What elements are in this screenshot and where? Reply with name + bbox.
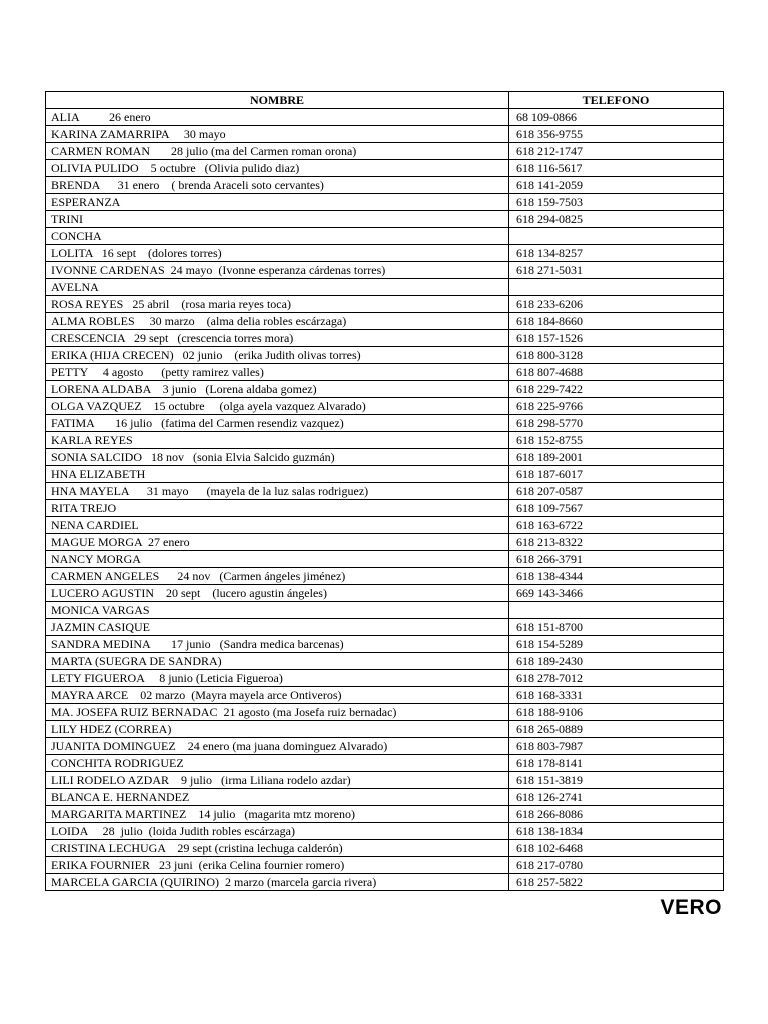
contact-name-cell: OLIVIA PULIDO 5 octubre (Olivia pulido diaz) — [46, 160, 509, 177]
contact-name-cell: SANDRA MEDINA 17 junio (Sandra medica barcenas) — [46, 636, 509, 653]
contact-name-cell: CRESCENCIA 29 sept (crescencia torres mora) — [46, 330, 509, 347]
contact-phone-cell: 618 151-8700 — [509, 619, 724, 636]
contact-phone-cell: 618 266-8086 — [509, 806, 724, 823]
table-row — [46, 551, 724, 568]
table-row — [46, 381, 724, 398]
table-row — [46, 704, 724, 721]
contact-phone-cell: 618 138-4344 — [509, 568, 724, 585]
table-row — [46, 143, 724, 160]
table-row — [46, 313, 724, 330]
contact-name-cell: MAGUE MORGA 27 enero — [46, 534, 509, 551]
table-row — [46, 517, 724, 534]
contact-phone-cell: 618 154-5289 — [509, 636, 724, 653]
table-row — [46, 568, 724, 585]
contact-name-cell: MARTA (SUEGRA DE SANDRA) — [46, 653, 509, 670]
contact-name-cell: CARMEN ANGELES 24 nov (Carmen ángeles jiménez) — [46, 568, 509, 585]
table-row — [46, 415, 724, 432]
contact-phone-cell: 618 189-2430 — [509, 653, 724, 670]
contact-phone-cell: 618 134-8257 — [509, 245, 724, 262]
contact-phone-cell: 618 151-3819 — [509, 772, 724, 789]
contact-phone-cell — [509, 602, 724, 619]
contact-phone-cell — [509, 279, 724, 296]
table-row — [46, 857, 724, 874]
table-row — [46, 755, 724, 772]
table-row — [46, 840, 724, 857]
contact-phone-cell: 618 294-0825 — [509, 211, 724, 228]
contact-phone-cell: 618 178-8141 — [509, 755, 724, 772]
contact-name-cell: PETTY 4 agosto (petty ramirez valles) — [46, 364, 509, 381]
contact-name-cell: JUANITA DOMINGUEZ 24 enero (ma juana dominguez Alvarado) — [46, 738, 509, 755]
table-row — [46, 228, 724, 245]
table-row — [46, 262, 724, 279]
contact-name-cell: LOLITA 16 sept (dolores torres) — [46, 245, 509, 262]
contact-phone-cell: 669 143-3466 — [509, 585, 724, 602]
table-row — [46, 245, 724, 262]
contact-name-cell: MONICA VARGAS — [46, 602, 509, 619]
contact-name-cell: JAZMIN CASIQUE — [46, 619, 509, 636]
contact-phone-cell: 618 141-2059 — [509, 177, 724, 194]
contact-name-cell: KARLA REYES — [46, 432, 509, 449]
table-row — [46, 398, 724, 415]
table-row — [46, 500, 724, 517]
contact-name-cell: MA. JOSEFA RUIZ BERNADAC 21 agosto (ma Josefa ruiz bernadac) — [46, 704, 509, 721]
table-row — [46, 126, 724, 143]
contact-phone-cell: 618 184-8660 — [509, 313, 724, 330]
contact-name-cell: CONCHITA RODRIGUEZ — [46, 755, 509, 772]
contact-name-cell: OLGA VAZQUEZ 15 octubre (olga ayela vazquez Alvarado) — [46, 398, 509, 415]
contact-name-cell: BRENDA 31 enero ( brenda Araceli soto cervantes) — [46, 177, 509, 194]
contact-name-cell: SONIA SALCIDO 18 nov (sonia Elvia Salcido guzmán) — [46, 449, 509, 466]
contact-name-cell: CARMEN ROMAN 28 julio (ma del Carmen roman orona) — [46, 143, 509, 160]
contact-name-cell: ESPERANZA — [46, 194, 509, 211]
table-row — [46, 160, 724, 177]
contact-phone-cell: 618 807-4688 — [509, 364, 724, 381]
contact-name-cell: MAYRA ARCE 02 marzo (Mayra mayela arce Ontiveros) — [46, 687, 509, 704]
contact-phone-cell: 618 803-7987 — [509, 738, 724, 755]
contact-phone-cell: 618 265-0889 — [509, 721, 724, 738]
table-row — [46, 432, 724, 449]
contact-phone-cell: 618 187-6017 — [509, 466, 724, 483]
contact-phone-cell: 618 278-7012 — [509, 670, 724, 687]
contact-name-cell: LETY FIGUEROA 8 junio (Leticia Figueroa) — [46, 670, 509, 687]
table-row — [46, 738, 724, 755]
contact-name-cell: ALMA ROBLES 30 marzo (alma delia robles escárzaga) — [46, 313, 509, 330]
column-header-phone: TELEFONO — [509, 92, 724, 109]
table-row — [46, 823, 724, 840]
table-row — [46, 806, 724, 823]
contact-phone-cell: 618 109-7567 — [509, 500, 724, 517]
contact-name-cell: ERIKA FOURNIER 23 juni (erika Celina fournier romero) — [46, 857, 509, 874]
contact-name-cell: TRINI — [46, 211, 509, 228]
contact-phone-cell: 618 212-1747 — [509, 143, 724, 160]
contact-name-cell: IVONNE CARDENAS 24 mayo (Ivonne esperanza cárdenas torres) — [46, 262, 509, 279]
header-row — [46, 92, 724, 109]
table-row — [46, 449, 724, 466]
table-row — [46, 109, 724, 126]
contact-phone-cell: 618 126-2741 — [509, 789, 724, 806]
table-row — [46, 347, 724, 364]
table-row — [46, 279, 724, 296]
contact-phone-cell: 618 163-6722 — [509, 517, 724, 534]
contact-phone-cell: 618 188-9106 — [509, 704, 724, 721]
table-row — [46, 721, 724, 738]
contact-name-cell: HNA ELIZABETH — [46, 466, 509, 483]
table-body — [46, 109, 724, 891]
contact-name-cell: LUCERO AGUSTIN 20 sept (lucero agustin ángeles) — [46, 585, 509, 602]
table-row — [46, 636, 724, 653]
contact-phone-cell: 618 213-8322 — [509, 534, 724, 551]
contact-name-cell: ALIA 26 enero — [46, 109, 509, 126]
table-row — [46, 194, 724, 211]
contact-name-cell: AVELNA — [46, 279, 509, 296]
contact-name-cell: LILY HDEZ (CORREA) — [46, 721, 509, 738]
table-row — [46, 330, 724, 347]
contact-name-cell: MARGARITA MARTINEZ 14 julio (magarita mtz moreno) — [46, 806, 509, 823]
contact-phone-cell: 618 266-3791 — [509, 551, 724, 568]
table-row — [46, 687, 724, 704]
table-row — [46, 772, 724, 789]
contact-phone-cell: 618 157-1526 — [509, 330, 724, 347]
table-row — [46, 619, 724, 636]
contacts-table — [45, 91, 724, 891]
contact-name-cell: MARCELA GARCIA (QUIRINO) 2 marzo (marcela garcia rivera) — [46, 874, 509, 891]
contact-name-cell: NANCY MORGA — [46, 551, 509, 568]
table-row — [46, 296, 724, 313]
contact-name-cell: HNA MAYELA 31 mayo (mayela de la luz salas rodriguez) — [46, 483, 509, 500]
contact-phone-cell: 618 271-5031 — [509, 262, 724, 279]
footer-label: VERO — [660, 896, 722, 919]
contact-phone-cell: 618 207-0587 — [509, 483, 724, 500]
table-row — [46, 483, 724, 500]
table-row — [46, 602, 724, 619]
table-row — [46, 585, 724, 602]
contact-name-cell: RITA TREJO — [46, 500, 509, 517]
contact-phone-cell: 618 225-9766 — [509, 398, 724, 415]
table-row — [46, 177, 724, 194]
contact-phone-cell: 618 800-3128 — [509, 347, 724, 364]
contact-phone-cell: 68 109-0866 — [509, 109, 724, 126]
contact-name-cell: LORENA ALDABA 3 junio (Lorena aldaba gomez) — [46, 381, 509, 398]
contact-name-cell: ERIKA (HIJA CRECEN) 02 junio (erika Judith olivas torres) — [46, 347, 509, 364]
table-row — [46, 670, 724, 687]
contact-phone-cell: 618 298-5770 — [509, 415, 724, 432]
contact-phone-cell: 618 116-5617 — [509, 160, 724, 177]
table-row — [46, 211, 724, 228]
contact-phone-cell: 618 159-7503 — [509, 194, 724, 211]
contact-name-cell: BLANCA E. HERNANDEZ — [46, 789, 509, 806]
contact-phone-cell: 618 257-5822 — [509, 874, 724, 891]
contact-name-cell: KARINA ZAMARRIPA 30 mayo — [46, 126, 509, 143]
contact-name-cell: LOIDA 28 julio (loida Judith robles escárzaga) — [46, 823, 509, 840]
contact-phone-cell: 618 356-9755 — [509, 126, 724, 143]
contact-name-cell: CRISTINA LECHUGA 29 sept (cristina lechuga calderón) — [46, 840, 509, 857]
contact-name-cell: NENA CARDIEL — [46, 517, 509, 534]
contact-name-cell: ROSA REYES 25 abril (rosa maria reyes toca) — [46, 296, 509, 313]
table-row — [46, 534, 724, 551]
contact-phone-cell: 618 168-3331 — [509, 687, 724, 704]
contact-name-cell: CONCHA — [46, 228, 509, 245]
contact-phone-cell — [509, 228, 724, 245]
table-row — [46, 789, 724, 806]
contact-name-cell: LILI RODELO AZDAR 9 julio (irma Liliana rodelo azdar) — [46, 772, 509, 789]
contact-phone-cell: 618 102-6468 — [509, 840, 724, 857]
table-row — [46, 874, 724, 891]
contact-phone-cell: 618 233-6206 — [509, 296, 724, 313]
contact-phone-cell: 618 138-1834 — [509, 823, 724, 840]
table-row — [46, 466, 724, 483]
contact-phone-cell: 618 189-2001 — [509, 449, 724, 466]
contact-phone-cell: 618 217-0780 — [509, 857, 724, 874]
contact-phone-cell: 618 229-7422 — [509, 381, 724, 398]
table-row — [46, 653, 724, 670]
contact-name-cell: FATIMA 16 julio (fatima del Carmen resendiz vazquez) — [46, 415, 509, 432]
contact-phone-cell: 618 152-8755 — [509, 432, 724, 449]
table-row — [46, 364, 724, 381]
column-header-name: NOMBRE — [46, 92, 509, 109]
